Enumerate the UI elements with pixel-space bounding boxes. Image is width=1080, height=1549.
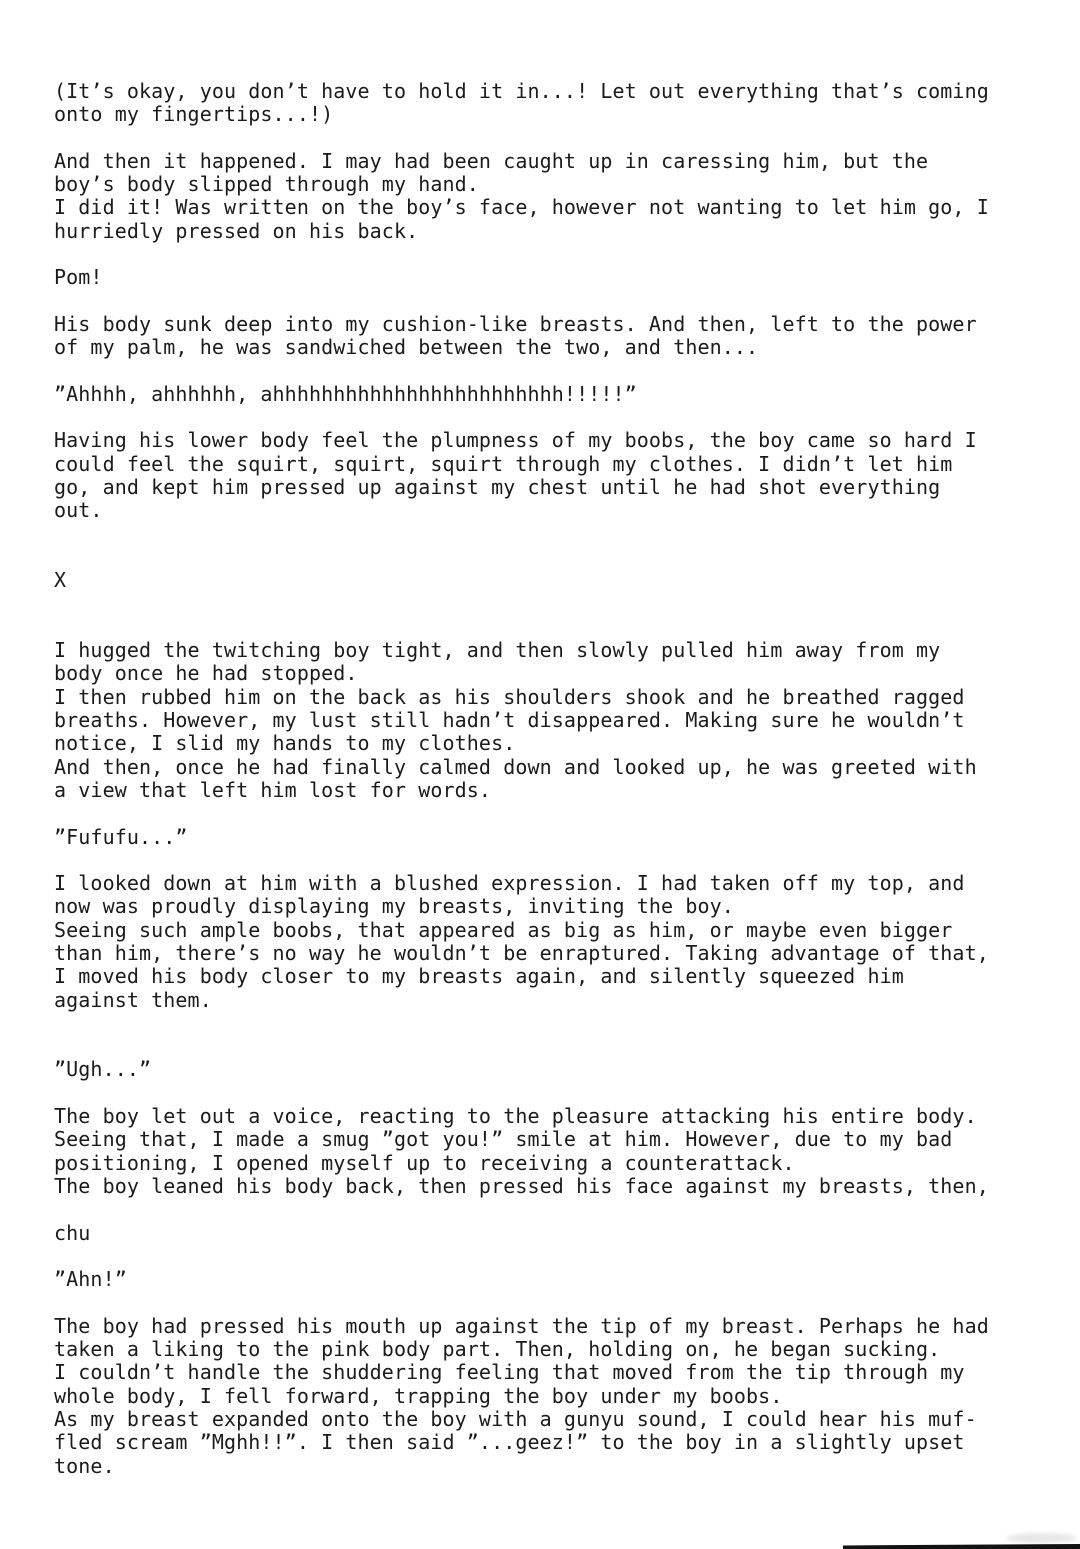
text-line: As my breast expanded onto the boy with a gunyu sound, I could hear his muf- [54, 1406, 977, 1431]
document-text [54, 80, 1064, 1478]
blank-line [54, 616, 1064, 639]
text-line: of my palm, he was sandwiched between the two, and then... [54, 335, 759, 360]
blank-line [54, 360, 1064, 383]
text-line: I couldn’t handle the shuddering feeling that moved from the tip through my [54, 1360, 965, 1385]
text-line: The boy had pressed his mouth up against the tip of my breast. Perhaps he had [54, 1313, 989, 1338]
blank-line [54, 1198, 1064, 1221]
blank-line [54, 1245, 1064, 1268]
text-line: Seeing that, I made a smug ”got you!” smile at him. However, due to my bad [54, 1127, 953, 1152]
blank-line [54, 290, 1064, 313]
text-line: could feel the squirt, squirt, squirt through my clothes. I didn’t let him [54, 451, 953, 476]
text-line: tone. [54, 1453, 115, 1478]
blank-line [54, 802, 1064, 825]
blank-line [54, 593, 1064, 616]
blank-line [54, 523, 1064, 546]
text-line: boy’s body slipped through my hand. [54, 172, 479, 197]
blank-line [54, 243, 1064, 266]
text-line: The boy let out a voice, reacting to the pleasure attacking his entire body. [54, 1104, 977, 1129]
text-line: And then, once he had finally calmed down and looked up, he was greeted with [54, 754, 977, 779]
text-line: whole body, I fell forward, trapping the boy under my boobs. [54, 1383, 783, 1408]
text-line: I then rubbed him on the back as his shoulders shook and he breathed ragged [54, 684, 965, 709]
text-line: breaths. However, my lust still hadn’t disappeared. Making sure he wouldn’t [54, 708, 965, 733]
blank-line [54, 127, 1064, 150]
text-line: I hugged the twitching boy tight, and then slowly pulled him away from my [54, 638, 941, 663]
text-line: notice, I slid my hands to my clothes. [54, 731, 516, 756]
text-line: His body sunk deep into my cushion-like breasts. And then, left to the power [54, 311, 977, 336]
text-line: against them. [54, 987, 212, 1012]
text-line: positioning, I opened myself up to receiving a counterattack. [54, 1150, 795, 1175]
text-line: body once he had stopped. [54, 661, 358, 686]
blank-line [54, 1291, 1064, 1314]
text-line: chu [54, 1220, 91, 1245]
text-line: ”Ahhhh, ahhhhhh, ahhhhhhhhhhhhhhhhhhhhhhhh!!!!!” [54, 381, 637, 406]
blank-line [54, 546, 1064, 569]
text-line: X [54, 568, 67, 593]
text-line: now was proudly displaying my breasts, inviting the boy. [54, 894, 734, 919]
text-line: fled scream ”Mghh!!”. I then said ”...geez!” to the boy in a slightly upset [54, 1430, 965, 1455]
blank-line [54, 1082, 1064, 1105]
text-line: I looked down at him with a blushed expression. I had taken off my top, and [54, 871, 965, 896]
text-line: Having his lower body feel the plumpness of my boobs, the boy came so hard I [54, 428, 977, 453]
scan-smudge-artifact [1006, 1533, 1076, 1543]
text-line: onto my fingertips...!) [54, 102, 334, 127]
text-line: a view that left him lost for words. [54, 777, 492, 802]
text-line: ”Fufufu...” [54, 824, 188, 849]
text-line: (It’s okay, you don’t have to hold it in...! Let out everything that’s coming [54, 79, 989, 103]
text-line: than him, there’s no way he wouldn’t be enraptured. Taking advantage of that, [54, 940, 989, 965]
scan-edge-artifact [843, 1544, 1080, 1549]
text-line: I moved his body closer to my breasts again, and silently squeezed him [54, 964, 904, 989]
text-line: And then it happened. I may had been caught up in caressing him, but the [54, 148, 929, 173]
text-line: ”Ugh...” [54, 1057, 152, 1082]
text-line: taken a liking to the pink body part. Then, holding on, he began sucking. [54, 1337, 941, 1362]
text-line: I did it! Was written on the boy’s face, however not wanting to let him go, I [54, 195, 989, 220]
text-line: out. [54, 498, 103, 523]
text-line: go, and kept him pressed up against my chest until he had shot everything [54, 475, 941, 500]
text-line: The boy leaned his body back, then pressed his face against my breasts, then, [54, 1173, 989, 1198]
text-line: Pom! [54, 265, 103, 290]
blank-line [54, 406, 1064, 429]
blank-line [54, 1012, 1064, 1035]
blank-line [54, 849, 1064, 872]
text-line: ”Ahn!” [54, 1267, 127, 1292]
blank-line [54, 1035, 1064, 1058]
text-line: hurriedly pressed on his back. [54, 218, 419, 243]
text-line: Seeing such ample boobs, that appeared as big as him, or maybe even bigger [54, 917, 953, 942]
